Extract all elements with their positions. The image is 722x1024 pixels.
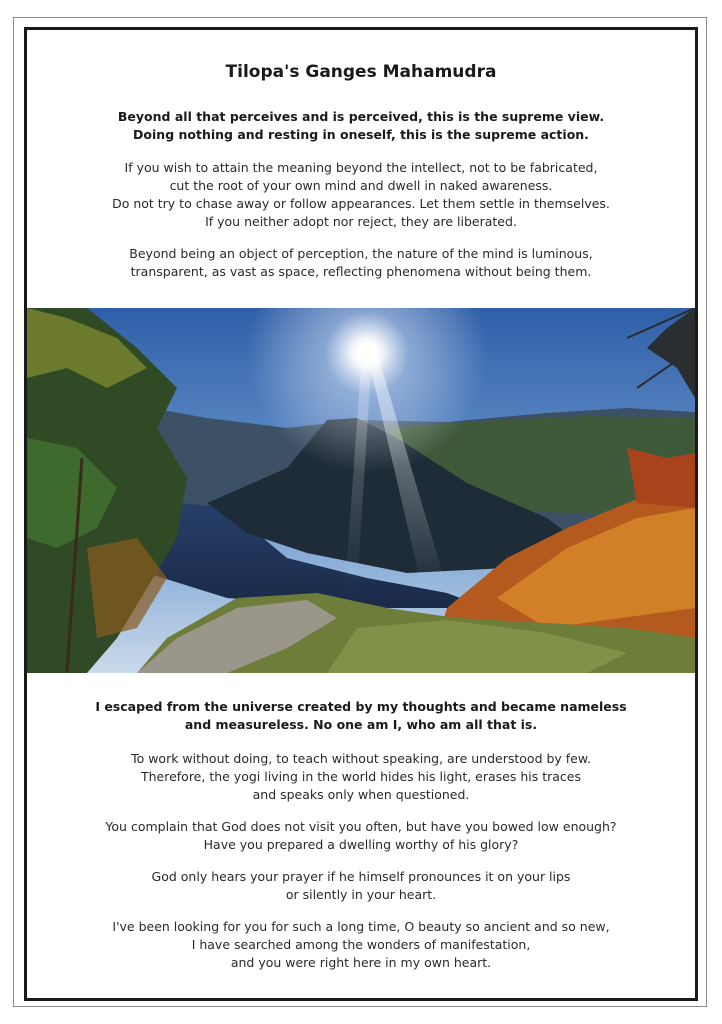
- bottom-emphasis: [27, 698, 695, 734]
- text-line: and speaks only when questioned.: [252, 787, 470, 802]
- text-line: I've been looking for you for such a long time, O beauty so ancient and so new,: [112, 919, 610, 934]
- text-line: If you wish to attain the meaning beyond the intellect, not to be fabricated,: [124, 160, 598, 175]
- text-line: God only hears your prayer if he himself pronounces it on your lips: [151, 869, 571, 884]
- top-paragraph-2: [27, 245, 695, 281]
- text-line: Doing nothing and resting in oneself, this is the supreme action.: [133, 127, 589, 142]
- text-line: Beyond being an object of perception, the nature of the mind is luminous,: [129, 246, 593, 261]
- bottom-paragraph-4: [27, 918, 695, 972]
- text-line: You complain that God does not visit you often, but have you bowed low enough?: [105, 819, 617, 834]
- text-line: If you neither adopt nor reject, they are liberated.: [205, 214, 517, 229]
- top-emphasis: [27, 108, 695, 144]
- text-line: or silently in your heart.: [285, 887, 437, 902]
- landscape-photo: [27, 308, 695, 673]
- page-title: Tilopa's Ganges Mahamudra: [225, 62, 497, 82]
- text-line: Beyond all that perceives and is perceived, this is the supreme view.: [117, 109, 605, 124]
- text-line: Do not try to chase away or follow appearances. Let them settle in themselves.: [112, 196, 610, 211]
- top-paragraph-1: [27, 159, 695, 231]
- text-line: cut the root of your own mind and dwell in naked awareness.: [169, 178, 553, 193]
- bottom-paragraph-3: [27, 868, 695, 904]
- bottom-paragraph-2: [27, 818, 695, 854]
- text-line: I escaped from the universe created by my thoughts and became nameless: [95, 699, 627, 714]
- text-line: transparent, as vast as space, reflecting phenomena without being them.: [130, 264, 592, 279]
- bottom-paragraph-1: [27, 750, 695, 804]
- text-line: and measureless. No one am I, who am all that is.: [184, 717, 538, 732]
- text-line: I have searched among the wonders of manifestation,: [191, 937, 531, 952]
- text-line: To work without doing, to teach without speaking, are understood by few.: [131, 751, 591, 766]
- text-line: Have you prepared a dwelling worthy of his glory?: [203, 837, 519, 852]
- text-line: Therefore, the yogi living in the world hides his light, erases his traces: [140, 769, 582, 784]
- text-line: and you were right here in my own heart.: [230, 955, 492, 970]
